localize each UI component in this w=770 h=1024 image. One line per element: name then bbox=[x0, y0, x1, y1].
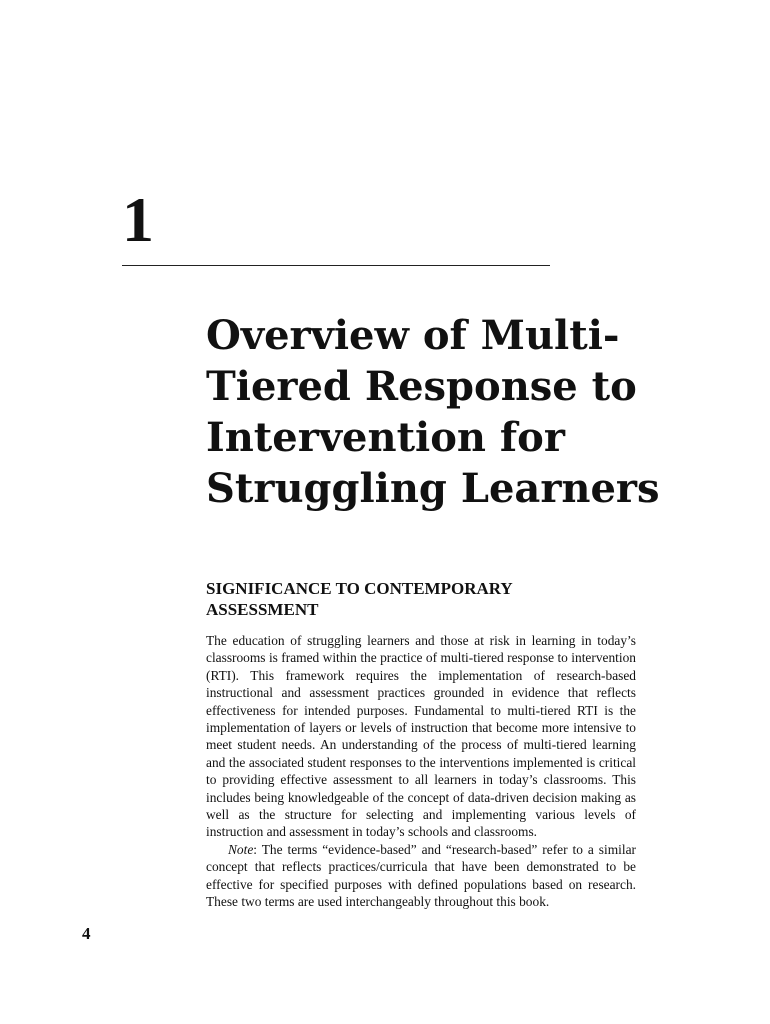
chapter-title-line: Overview of Multi- bbox=[206, 312, 620, 359]
chapter-number: 1 bbox=[122, 184, 154, 255]
section-heading bbox=[206, 578, 636, 620]
chapter-title-line: Struggling Learners bbox=[206, 465, 660, 512]
note-label: Note bbox=[228, 841, 254, 857]
chapter-title-line: Intervention for bbox=[206, 414, 565, 461]
body-text bbox=[206, 632, 636, 911]
paragraph-significance: The education of struggling learners and those at risk in learning in today’s classrooms is framed within the practice of multi-tiered response to intervention (RTI). This framework requires the implementation of research-based instructional and assessment practices grounded in evidence that reflects effectiveness for intended purposes. Fundamental to multi-tiered RTI is the implementation of layers or levels of instruction that become more intensive to meet student needs. An understanding of the process of multi-tiered learning and the associated student responses to the interventions implemented is critical to providing effective assessment to all learners in today’s classrooms. This includes being knowledgeable of the concept of data-driven decision making as well as the structure for selecting and implementing various levels of instruction and assessment in today’s schools and classrooms. bbox=[206, 633, 636, 840]
note-text: : The terms “evidence-based” and “research-based” refer to a similar concept that reflects practices/curricula that have been demonstrated to be effective for specified purposes with defined populations based on research. These two terms are used interchangeably throughout this book. bbox=[206, 841, 636, 910]
section-heading-line: ASSESSMENT bbox=[206, 600, 319, 619]
chapter-title bbox=[206, 310, 660, 514]
chapter-rule bbox=[122, 265, 550, 266]
chapter-title-line: Tiered Response to bbox=[206, 363, 637, 410]
section-heading-line: SIGNIFICANCE TO CONTEMPORARY bbox=[206, 579, 513, 598]
page-number: 4 bbox=[82, 924, 91, 943]
paragraph-note bbox=[206, 841, 636, 911]
